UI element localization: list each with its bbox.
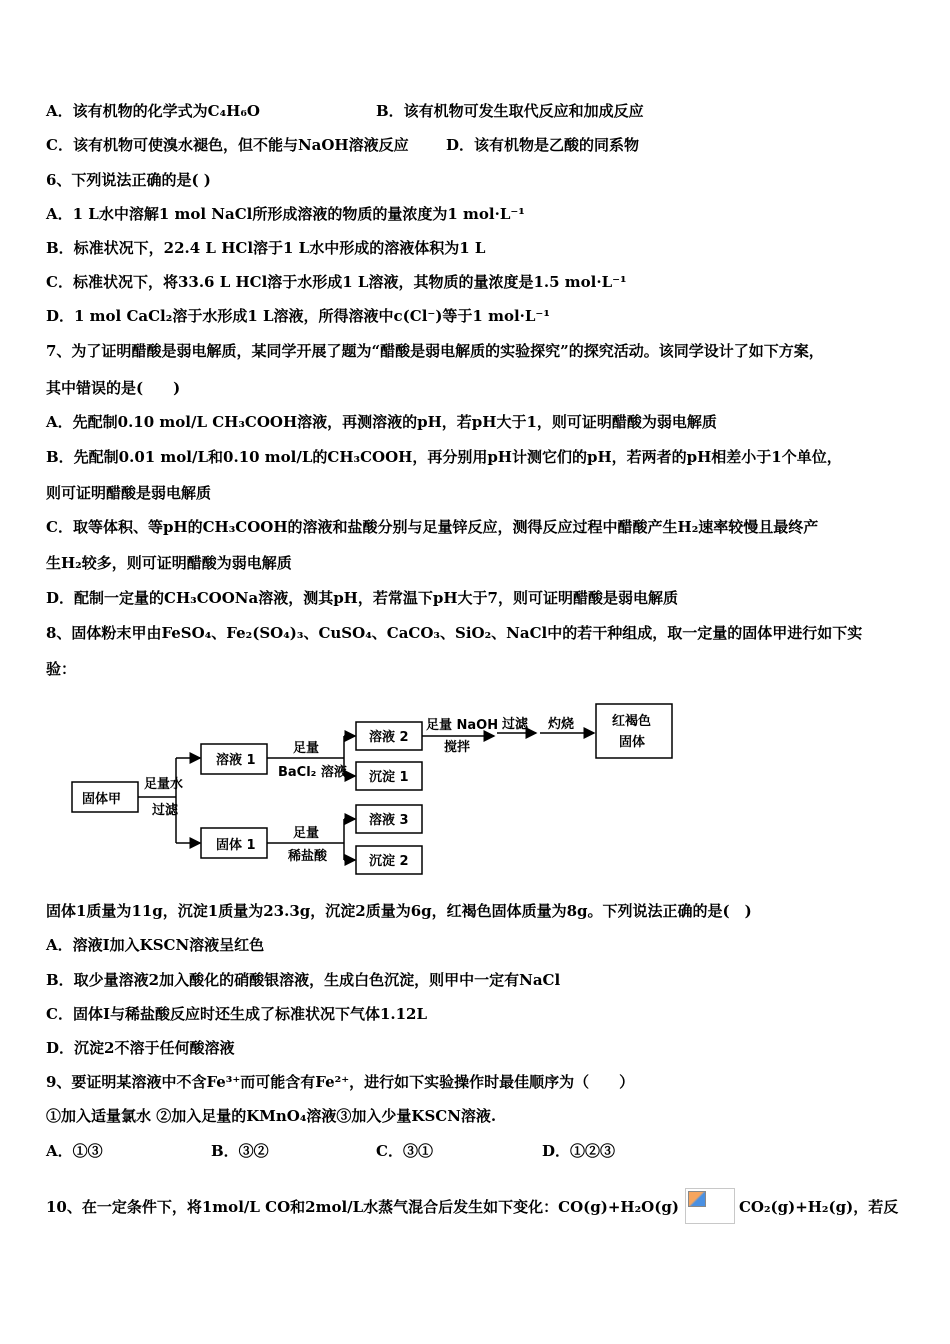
naoh-label: 足量 NaOH: [426, 718, 499, 733]
q9-option-a: A．①③: [46, 1142, 103, 1160]
product-label-top: 红褐色: [612, 714, 652, 729]
q7-option-a: A．先配制0.10 mol/L CH₃COOH溶液，再测溶液的pH，若pH大于1，则可证明醋酸为弱电解质: [46, 413, 717, 431]
solution1-label: 溶液 1: [216, 753, 256, 768]
q7-option-d: D．配制一定量的CH₃COONa溶液，测其pH，若常温下pH大于7，则可证明醋酸是弱电解质: [46, 589, 678, 607]
q9-option-c: C．③①: [376, 1142, 433, 1160]
q5-option-a: A．该有机物的化学式为C₄H₆O: [46, 102, 260, 120]
q9-stem: 9、要证明某溶液中不含Fe³⁺而可能含有Fe²⁺，进行如下实验操作时最佳顺序为（ ）: [46, 1073, 635, 1091]
product-label-bottom: 固体: [619, 735, 646, 750]
q8-stem-line1: 8、固体粉末甲由FeSO₄、Fe₂(SO₄)₃、CuSO₄、CaCO₃、SiO₂、NaCl中的若干种组成，取一定量的固体甲进行如下实: [46, 624, 863, 642]
solution2-label: 溶液 2: [369, 730, 409, 745]
q10-stem: [46, 1188, 898, 1224]
q7-option-c-line1: C．取等体积、等pH的CH₃COOH的溶液和盐酸分别与足量锌反应，测得反应过程中醋酸产生H₂速率较慢且最终产: [46, 518, 819, 536]
precip2-label: 沉淀 2: [369, 854, 409, 869]
q6-stem: 6、下列说法正确的是( ): [46, 171, 211, 189]
q8-info: 固体1质量为11g，沉淀1质量为23.3g，沉淀2质量为6g，红褐色固体质量为8g。下列说法正确的是( ): [46, 902, 752, 920]
q5-option-c: C．该有机物可使溴水褪色，但不能与NaOH溶液反应: [46, 136, 409, 154]
q5-option-b: B．该有机物可发生取代反应和加成反应: [376, 102, 644, 120]
q7-stem-line1: 7、为了证明醋酸是弱电解质，某同学开展了题为“醋酸是弱电解质的实验探究”的探究活动。该同学设计了如下方案，: [46, 342, 824, 360]
q5-option-d: D．该有机物是乙酸的同系物: [446, 136, 640, 154]
filter-label-2: 过滤: [502, 717, 529, 732]
q7-option-c-line2: 生H₂较多，则可证明醋酸为弱电解质: [46, 554, 292, 572]
broken-image-icon: [685, 1188, 735, 1224]
q9-option-b: B．③②: [211, 1142, 269, 1160]
burn-label: 灼烧: [548, 717, 575, 732]
q9-option-d: D．①②③: [542, 1142, 616, 1160]
q10-stem-right: CO₂(g)+H₂(g)，若反: [738, 1198, 899, 1216]
q6-option-d: D．1 mol CaCl₂溶于水形成1 L溶液，所得溶液中c(Cl⁻)等于1 mol·L⁻¹: [46, 307, 550, 325]
experiment-flow-diagram: [66, 700, 686, 880]
q7-stem-line2: 其中错误的是( ): [46, 379, 181, 397]
solid-a-label: 固体甲: [82, 792, 122, 807]
q8-option-d: D．沉淀2不溶于任何酸溶液: [46, 1039, 235, 1057]
q8-stem-line2: 验：: [46, 660, 77, 678]
q8-option-c: C．固体Ⅰ与稀盐酸反应时还生成了标准状况下气体1.12L: [46, 1005, 428, 1023]
q7-option-b-line1: B．先配制0.01 mol/L和0.10 mol/L的CH₃COOH，再分别用pH计测它们的pH，若两者的pH相差小于1个单位，: [46, 448, 842, 466]
q10-stem-left: 10、在一定条件下，将1mol/L CO和2mol/L水蒸气混合后发生如下变化：CO(g)+H₂O(g): [46, 1198, 679, 1216]
q7-option-b-line2: 则可证明醋酸是弱电解质: [46, 484, 212, 502]
q8-option-b: B．取少量溶液2加入酸化的硝酸银溶液，生成白色沉淀，则甲中一定有NaCl: [46, 971, 561, 989]
bacl2-amount-label: 足量: [293, 741, 320, 756]
filter-label-1: 过滤: [152, 803, 179, 818]
precip1-label: 沉淀 1: [369, 770, 409, 785]
q9-operations: ①加入适量氯水 ②加入足量的KMnO₄溶液③加入少量KSCN溶液.: [46, 1107, 497, 1125]
hcl-label: 稀盐酸: [288, 849, 328, 864]
q8-option-a: A．溶液Ⅰ加入KSCN溶液呈红色: [46, 936, 265, 954]
stir-label: 搅拌: [444, 740, 471, 755]
q6-option-c: C．标准状况下，将33.6 L HCl溶于水形成1 L溶液，其物质的量浓度是1.5 mol·L⁻¹: [46, 273, 627, 291]
bacl2-label: BaCl₂ 溶液: [278, 765, 347, 780]
hcl-amount-label: 足量: [293, 826, 320, 841]
solution3-label: 溶液 3: [369, 813, 409, 828]
q6-option-b: B．标准状况下，22.4 L HCl溶于1 L水中形成的溶液体积为1 L: [46, 239, 486, 257]
q6-option-a: A．1 L水中溶解1 mol NaCl所形成溶液的物质的量浓度为1 mol·L⁻¹: [46, 205, 525, 223]
solid1-label: 固体 1: [216, 838, 256, 853]
water-label: 足量水: [144, 777, 184, 792]
